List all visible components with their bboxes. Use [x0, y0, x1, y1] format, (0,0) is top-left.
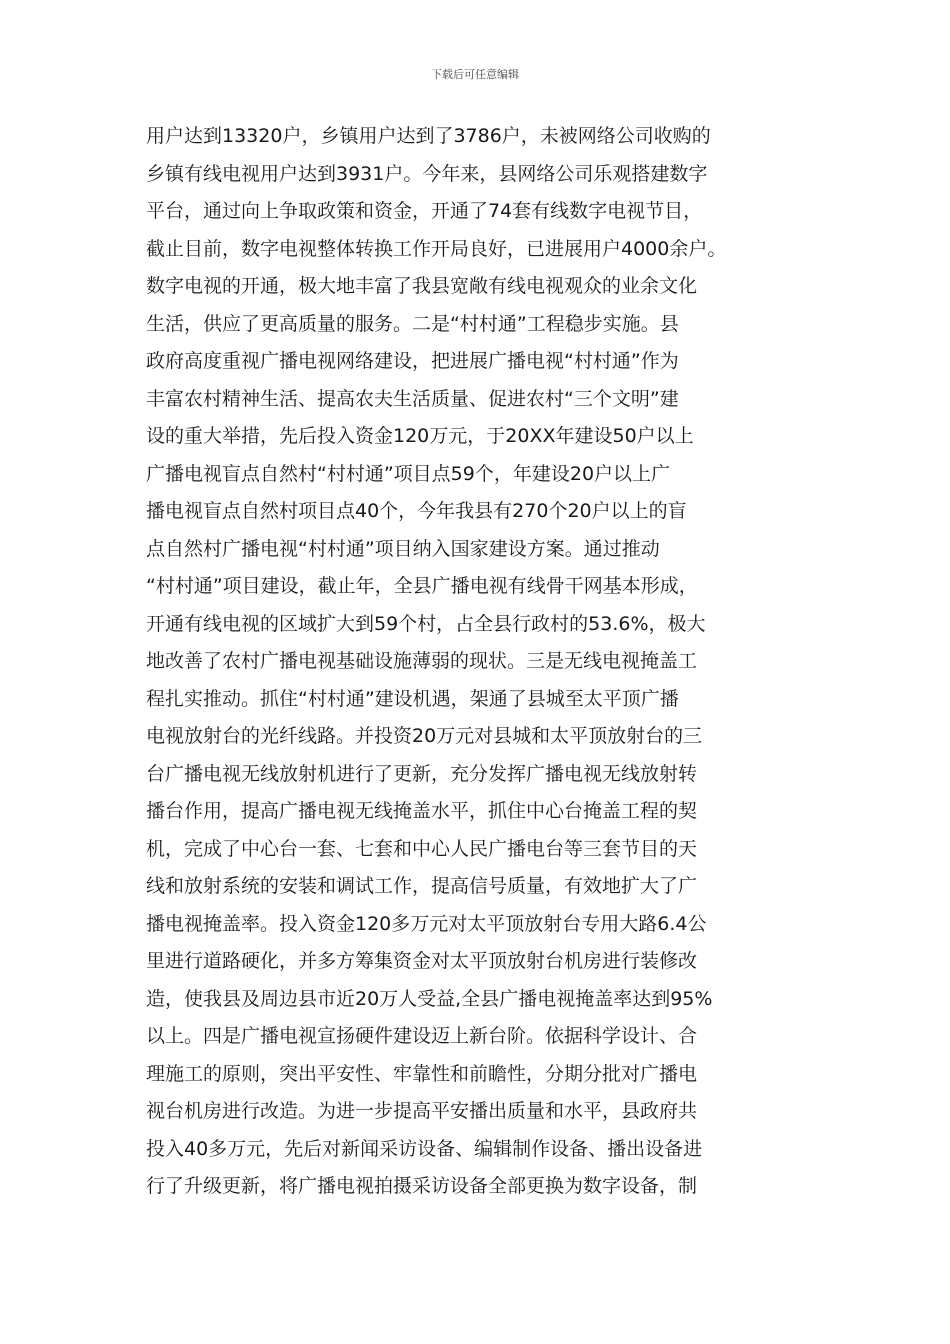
text-line: 里进行道路硬化，并多方筹集资金对太平顶放射台机房进行装修改 [146, 950, 698, 972]
text-line: 台广播电视无线放射机进行了更新，充分发挥广播电视无线放射转 [146, 762, 698, 785]
body-paragraph [146, 118, 814, 1206]
text-line: 用户达到13320户，乡镇用户达到了3786户，未被网络公司收购的 [146, 125, 711, 147]
text-line: 行了升级更新，将广播电视拍摄采访设备全部更换为数字设备，制 [146, 1175, 698, 1197]
text-line: 丰富农村精神生活、提高农夫生活质量、促进农村“三个文明”建 [146, 387, 679, 410]
text-line: 广播电视盲点自然村“村村通”项目点59个，年建设20户以上广 [146, 462, 671, 485]
text-line: 机，完成了中心台一套、七套和中心人民广播电台等三套节目的天 [146, 837, 698, 860]
text-line: 开通有线电视的区域扩大到59个村，占全县行政村的53.6%，极大 [146, 612, 706, 635]
text-line: 程扎实推动。抓住“村村通”建设机遇，架通了县城至太平顶广播 [146, 687, 679, 710]
text-line: 截止目前，数字电视整体转换工作开局良好，已进展用户4000余户。 [146, 237, 727, 260]
text-line: 视台机房进行改造。为进一步提高平安播出质量和水平，县政府共 [146, 1100, 698, 1122]
text-line: 平台，通过向上争取政策和资金，开通了74套有线数字电视节目， [146, 200, 703, 222]
text-line: 以上。四是广播电视宣扬硬件建设迈上新台阶。依据科学设计、合 [146, 1025, 698, 1047]
text-line: 播电视掩盖率。投入资金120多万元对太平顶放射台专用大路6.4公 [146, 912, 707, 935]
text-line: 设的重大举措，先后投入资金120万元，于20XX年建设50户以上 [146, 425, 694, 447]
page-header: 下载后可任意编辑 [431, 68, 519, 81]
text-line: 地改善了农村广播电视基础设施薄弱的现状。三是无线电视掩盖工 [146, 650, 698, 672]
text-line: 播电视盲点自然村项目点40个，今年我县有270个20户以上的盲 [146, 500, 687, 522]
text-line: 数字电视的开通，极大地丰富了我县宽敞有线电视观众的业余文化 [146, 275, 698, 297]
text-line: “村村通”项目建设，截止年，全县广播电视有线骨干网基本形成， [146, 575, 698, 597]
text-line: 政府高度重视广播电视网络建设，把进展广播电视“村村通”作为 [146, 350, 679, 372]
text-line: 投入40多万元，先后对新闻采访设备、编辑制作设备、播出设备进 [146, 1137, 703, 1160]
text-line: 生活，供应了更高质量的服务。二是“村村通”工程稳步实施。县 [146, 312, 679, 335]
text-line: 乡镇有线电视用户达到3931户。今年来，县网络公司乐观搭建数字 [146, 162, 708, 185]
text-line: 线和放射系统的安装和调试工作，提高信号质量，有效地扩大了广 [146, 875, 698, 897]
text-line: 电视放射台的光纤线路。并投资20万元对县城和太平顶放射台的三 [146, 725, 703, 747]
text-line: 造，使我县及周边县市近20万人受益,全县广播电视掩盖率达到95% [146, 987, 713, 1010]
text-line: 播台作用，提高广播电视无线掩盖水平，抓住中心台掩盖工程的契 [146, 800, 698, 822]
text-line: 理施工的原则，突出平安性、牢靠性和前瞻性，分期分批对广播电 [146, 1062, 698, 1085]
text-line: 点自然村广播电视“村村通”项目纳入国家建设方案。通过推动 [146, 537, 660, 560]
